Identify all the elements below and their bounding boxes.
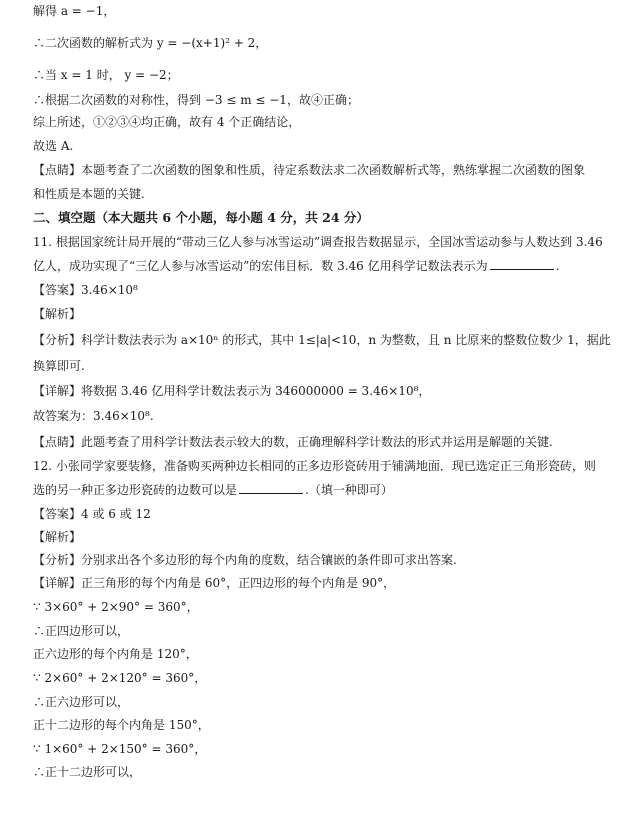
- text-line: 解得 a = −1，: [33, 4, 116, 18]
- text-line: 正六边形的每个内角是 120°，: [33, 647, 198, 661]
- section-heading: 二、填空题（本大题共 6 个小题，每小题 4 分，共 24 分）: [33, 210, 369, 225]
- text-line: 【解析】: [33, 307, 82, 321]
- text-line: 【详解】正三角形的每个内角是 60°，正四边形的每个内角是 90°，: [33, 576, 396, 590]
- text-line: 【解析】: [33, 530, 82, 544]
- text-line: ∵ 2×60° + 2×120° = 360°，: [33, 671, 207, 685]
- answer-line: 【答案】3.46×10⁸: [33, 283, 138, 297]
- text-line: [33, 257, 559, 275]
- text-line: 综上所述，①②③④均正确，故有 4 个正确结论，: [33, 115, 301, 129]
- question-12-text: 选的另一种正多边形瓷砖的边数可以是: [33, 483, 238, 497]
- answer-line: 【答案】4 或 6 或 12: [33, 507, 151, 521]
- text-line: 正十二边形的每个内角是 150°，: [33, 718, 210, 732]
- text-line: 【分析】科学计数法表示为 a×10ⁿ 的形式，其中 1≤|a|<10，n 为整数，且 n 比原来的整数位数少 1，据此: [33, 333, 611, 347]
- text-line: ∴根据二次函数的对称性，得到 −3 ≤ m ≤ −1，故④正确；: [33, 93, 359, 107]
- question-11-text: 亿人，成功实现了“三亿人参与冰雪运动”的宏伟目标．数 3.46 亿用科学记数法表示为: [33, 259, 488, 273]
- blank-suffix: .（填一种即可）: [305, 483, 393, 497]
- text-line: 换算即可.: [33, 359, 85, 373]
- text-line: ∵ 1×60° + 2×150° = 360°，: [33, 742, 207, 756]
- text-line: ∴正六边形可以，: [33, 695, 130, 709]
- text-line: 故答案为：3.46×10⁸.: [33, 409, 154, 423]
- text-line: ∴正十二边形可以，: [33, 765, 142, 779]
- text-line: 12. 小张同学家要装修，准备购买两种边长相同的正多边形瓷砖用于铺满地面．现已选定正三角形瓷砖，则: [33, 459, 596, 473]
- blank-suffix: .: [555, 259, 560, 273]
- text-line: ∴二次函数的解析式为 y = −(x+1)² + 2，: [33, 36, 268, 50]
- text-line: 故选 A.: [33, 139, 74, 153]
- answer-blank: [239, 482, 303, 494]
- answer-blank: [490, 258, 554, 270]
- text-line: 【详解】将数据 3.46 亿用科学计数法表示为 346000000 = 3.46×10⁸，: [33, 384, 431, 398]
- text-line: 【分析】分别求出各个多边形的每个内角的度数，结合镶嵌的条件即可求出答案.: [33, 553, 457, 567]
- text-line: ∴当 x = 1 时， y = −2；: [33, 68, 179, 82]
- text-line: 和性质是本题的关键.: [33, 187, 145, 201]
- text-line: 【点睛】本题考查了二次函数的图象和性质，待定系数法求二次函数解析式等，熟练掌握二次函数的图象: [33, 163, 586, 177]
- text-line: 11. 根据国家统计局开展的“带动三亿人参与冰雪运动”调查报告数据显示，全国冰雪运动参与人数达到 3.46: [33, 235, 603, 249]
- text-line: [33, 481, 393, 499]
- text-line: 【点睛】此题考查了用科学计数法表示较大的数，正确理解科学计数法的形式并运用是解题的关键.: [33, 435, 553, 449]
- text-line: ∵ 3×60° + 2×90° = 360°，: [33, 600, 199, 614]
- text-line: ∴正四边形可以，: [33, 624, 130, 638]
